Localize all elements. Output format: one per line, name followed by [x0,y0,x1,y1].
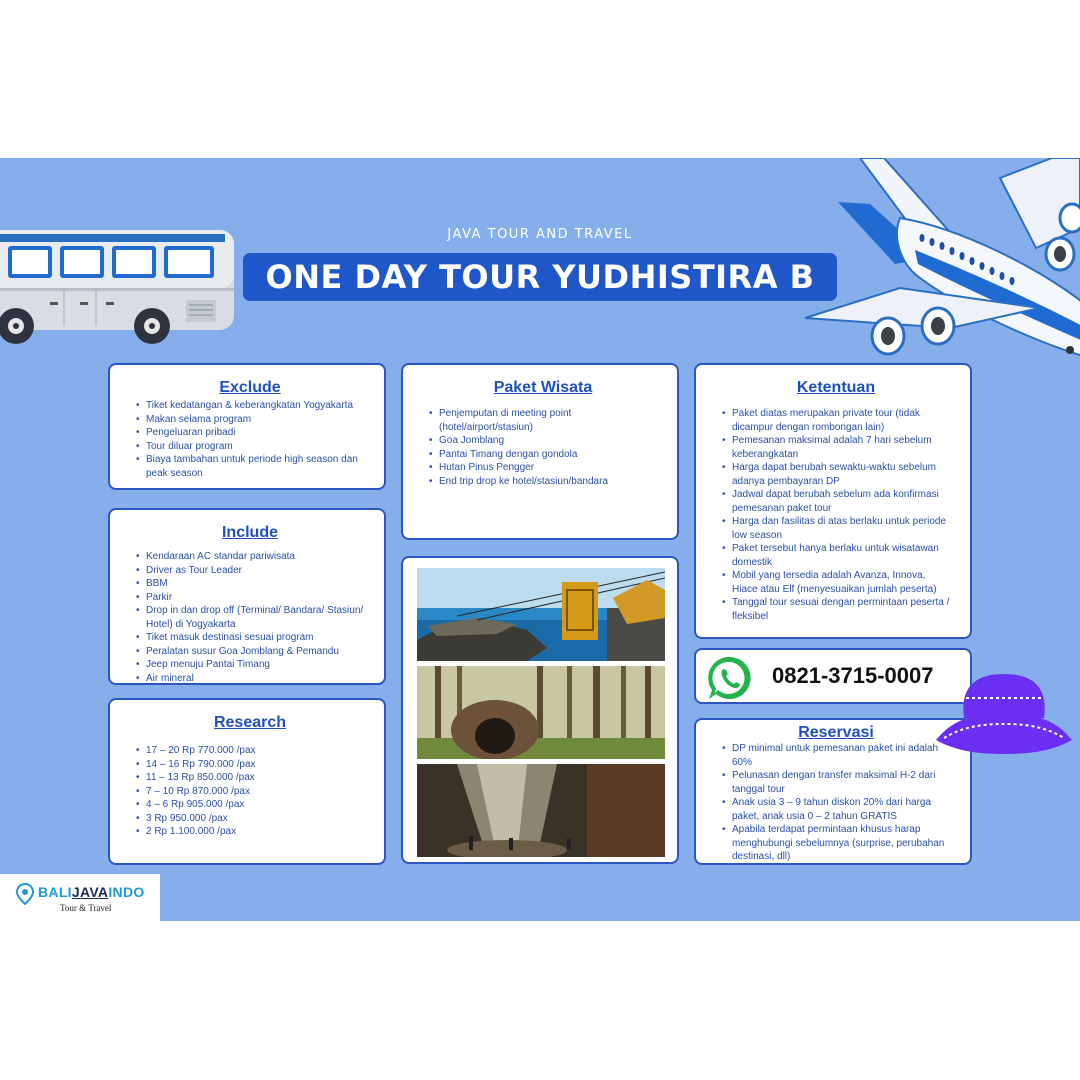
list-item: • Paket tersebut hanya berlaku untuk wisatawan domestik [722,542,950,569]
paket-wisata-list [429,407,657,488]
list-item: • Tour diluar program [136,440,364,454]
logo-indo: INDO [108,884,145,900]
logo-tagline: Tour & Travel [60,903,112,913]
logo-bali: BALI [38,884,72,900]
list-item: • Goa Jomblang [429,434,657,448]
exclude-list [136,399,364,480]
list-item: • Pantai Timang dengan gondola [429,448,657,462]
reservasi-card [694,718,972,865]
list-item: • Tiket kedatangan & keberangkatan Yogyakarta [136,399,364,413]
list-item: • Peralatan susur Goa Jomblang & Pemandu [136,645,364,659]
logo-java: JAVA [71,884,109,900]
company-logo [0,874,160,921]
list-item: • Apabila terdapat permintaan khusus harap menghubungi sebelumnya (surprise, perubahan destinasi, dll) [722,823,950,864]
header-subtitle: JAVA TOUR AND TRAVEL [447,227,633,242]
goa-jomblang-photo [417,764,665,857]
list-item: • Paket diatas merupakan private tour (tidak dicampur dengan rombongan lain) [722,407,950,434]
list-item: • Harga dapat berubah sewaktu-waktu sebelum adanya pembayaran DP [722,461,950,488]
list-item: • Anak usia 3 – 9 tahun diskon 20% dari harga paket, anak usia 0 – 2 tahun GRATIS [722,796,950,823]
list-item: • Hutan Pinus Pengger [429,461,657,475]
list-item: • Tanggal tour sesuai dengan permintaan peserta / fleksibel [722,596,950,623]
phone-number[interactable]: 0821-3715-0007 [772,663,934,688]
research-list [136,744,364,839]
whatsapp-icon[interactable] [706,654,754,702]
list-item: • Drop in dan drop off (Terminal/ Bandara/ Stasiun/ Hotel) di Yogyakarta [136,604,364,631]
exclude-card [108,363,386,490]
research-title: Research [213,714,287,731]
list-item: • Pemesanan maksimal adalah 7 hari sebelum keberangkatan [722,434,950,461]
include-title: Include [221,524,278,541]
list-item: • End trip drop ke hotel/stasiun/bandara [429,475,657,489]
list-item: • Biaya tambahan untuk periode high season dan peak season [136,453,364,480]
paket-wisata-title: Paket Wisata [493,379,593,396]
include-list [136,550,364,685]
list-item: • Kendaraan AC standar pariwisata [136,550,364,564]
paket-wisata-card [401,363,679,540]
photo-gallery [401,556,679,864]
logo-wordmark [38,884,145,900]
list-item: • DP minimal untuk pemesanan paket ini adalah 60% [722,742,950,769]
pantai-timang-photo [417,568,665,661]
reservasi-title: Reservasi [798,724,874,741]
list-item: • 3 Rp 950.000 /pax [136,812,364,826]
list-item: • Jadwal dapat berubah sebelum ada konfirmasi pemesanan paket tour [722,488,950,515]
list-item: • Tiket masuk destinasi sesuai program [136,631,364,645]
airplane-illustration [800,158,1080,358]
ketentuan-card [694,363,972,639]
location-pin-icon [16,883,34,905]
list-item: • Mobil yang tersedia adalah Avanza, Innova, Hiace atau Elf (menyesuaikan jumlah peserta) [722,569,950,596]
list-item: • Air mineral [136,672,364,686]
poster-background [0,158,1080,921]
list-item: • 17 – 20 Rp 770.000 /pax [136,744,364,758]
list-item: • 7 – 10 Rp 870.000 /pax [136,785,364,799]
hutan-pinus-photo [417,666,665,759]
list-item: • Driver as Tour Leader [136,564,364,578]
list-item: • Pengeluaran pribadi [136,426,364,440]
ketentuan-title: Ketentuan [796,379,876,396]
research-card [108,698,386,865]
list-item: • 11 – 13 Rp 850.000 /pax [136,771,364,785]
list-item: • Pelunasan dengan transfer maksimal H-2 dari tanggal tour [722,769,950,796]
list-item: • BBM [136,577,364,591]
list-item: • Parkir [136,591,364,605]
bucket-hat-illustration [934,668,1074,764]
list-item: • Harga dan fasilitas di atas berlaku untuk periode low season [722,515,950,542]
list-item: • 2 Rp 1.100.000 /pax [136,825,364,839]
reservasi-list [722,742,950,864]
page-title: ONE DAY TOUR YUDHISTIRA B [243,253,837,301]
list-item: • Jeep menuju Pantai Timang [136,658,364,672]
include-card [108,508,386,685]
list-item: • 14 – 16 Rp 790.000 /pax [136,758,364,772]
list-item: • 4 – 6 Rp 905.000 /pax [136,798,364,812]
list-item: • Penjemputan di meeting point (hotel/airport/stasiun) [429,407,657,434]
exclude-title: Exclude [219,379,281,396]
ketentuan-list [722,407,950,623]
contact-box [694,648,972,704]
list-item: • Makan selama program [136,413,364,427]
